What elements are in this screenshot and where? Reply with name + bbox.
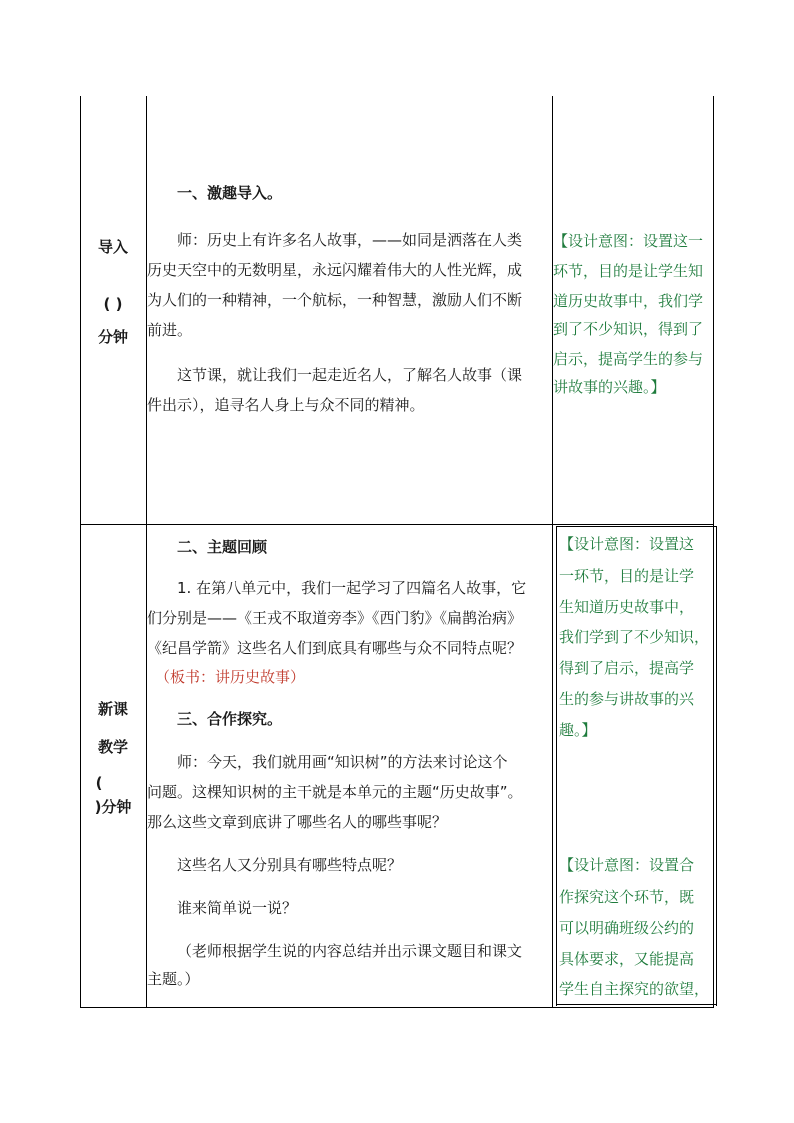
design-note-line: 生的参与讲故事的兴 xyxy=(559,690,695,708)
table-row-divider xyxy=(80,524,714,525)
design-note-line: 【设计意图：设置合 xyxy=(559,856,695,874)
paragraph-line: 问题。这棵知识树的主干就是本单元的主题“历史故事”。 xyxy=(147,783,523,801)
design-note-line: 讲故事的兴趣。】 xyxy=(553,378,666,396)
paragraph-line: 师：今天，我们就用画“知识树”的方法来讨论这个 xyxy=(177,753,508,771)
design-note-line: 具体要求，又能提高 xyxy=(559,950,695,968)
paragraph-line: 1. 在第八单元中，我们一起学习了四篇名人故事，它 xyxy=(177,579,527,597)
design-note-line: 一环节，目的是让学 xyxy=(559,567,695,585)
design-note-line: 学生自主探究的欲望， xyxy=(559,980,710,998)
table-left-border xyxy=(80,96,81,1008)
stage-label-line4: )分钟 xyxy=(94,798,132,816)
paragraph-line: 件出示），追寻名人身上与众不同的精神。 xyxy=(147,396,425,414)
note-box-right xyxy=(716,526,717,1006)
section-heading: 一、激趣导入。 xyxy=(177,184,283,202)
design-note-line: 【设计意图：设置这 xyxy=(559,535,695,553)
design-note-line: 启示，提高学生的参与 xyxy=(553,350,704,368)
table-bottom-border xyxy=(80,1007,714,1008)
note-box-top xyxy=(556,526,716,527)
design-note-line: 生知道历史故事中， xyxy=(559,598,695,616)
design-note-line: 作探究这个环节，既 xyxy=(559,888,695,906)
paragraph-line: 为人们的一种精神，一个航标，一种智慧，激励人们不断 xyxy=(147,291,523,309)
design-note-line: 环节，目的是让学生知 xyxy=(553,262,704,280)
stage-label-line3: 分钟 xyxy=(97,328,128,346)
design-note-line: 趣。】 xyxy=(559,721,597,739)
table-col-divider-1 xyxy=(146,96,147,1008)
design-note-line: 我们学到了不少知识， xyxy=(559,628,710,646)
paragraph-line: 这节课，就让我们一起走近名人，了解名人故事（课 xyxy=(177,366,523,384)
stage-label-line2: ( ) xyxy=(103,295,123,313)
paragraph-line: 师：历史上有许多名人故事，——如同是洒落在人类 xyxy=(177,231,523,249)
stage-label-line1: 新课 xyxy=(97,700,128,718)
design-note-line: 【设计意图：设置这一 xyxy=(553,232,704,250)
section-heading: 三、合作探究。 xyxy=(177,710,283,728)
table-right-border xyxy=(713,96,714,1008)
note-box-left xyxy=(556,526,557,1006)
paragraph-line: 这些名人又分别具有哪些特点呢？ xyxy=(177,856,403,874)
paragraph-line: 《纪昌学箭》这些名人们到底具有哪些与众不同特点呢？ xyxy=(147,639,523,657)
design-note-line: 到了不少知识，得到了 xyxy=(553,320,704,338)
board-note: （板书：讲历史故事） xyxy=(155,668,306,686)
stage-label-line2: 教学 xyxy=(97,738,128,756)
paragraph-line: 们分别是——《王戎不取道旁李》《西门豹》《扁鹊治病》 xyxy=(147,609,523,627)
note-box-bottom xyxy=(556,1004,716,1005)
stage-label-line1: 导入 xyxy=(97,238,128,256)
paragraph-line: （老师根据学生说的内容总结并出示课文题目和课文 xyxy=(177,942,523,960)
paragraph-line: 谁来简单说一说？ xyxy=(177,899,298,917)
design-note-line: 道历史故事中，我们学 xyxy=(553,292,704,310)
stage-label-line3: ( xyxy=(95,774,103,792)
paragraph-line: 历史天空中的无数明星，永远闪耀着伟大的人性光辉，成 xyxy=(147,261,523,279)
paragraph-line: 前进。 xyxy=(147,321,193,339)
design-note-line: 可以明确班级公约的 xyxy=(559,919,695,937)
design-note-line: 得到了启示，提高学 xyxy=(559,659,695,677)
section-heading: 二、主题回顾 xyxy=(177,538,268,556)
paragraph-line: 那么这些文章到底讲了哪些名人的哪些事呢？ xyxy=(147,813,448,831)
paragraph-line: 主题。） xyxy=(147,970,200,988)
